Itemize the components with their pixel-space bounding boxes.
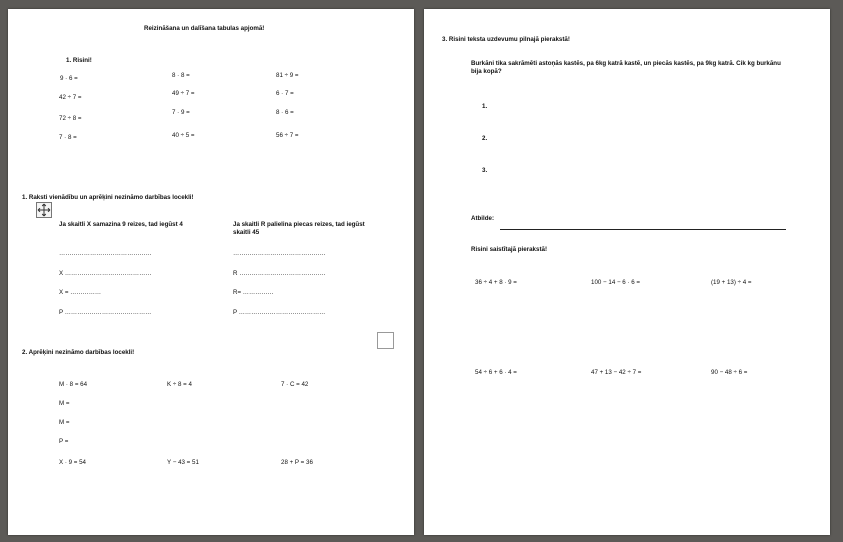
task2-right-prompt: Ja skaitli R palielina piecas reizes, tad iegūst skaitli 45	[233, 221, 365, 236]
equation: K ÷ 8 = 4	[167, 381, 192, 388]
expression: 100 − 14 − 6 · 6 =	[591, 279, 641, 286]
task1-heading: 1. Risini!	[66, 57, 92, 64]
expression: 54 ÷ 6 + 6 · 4 =	[475, 369, 517, 376]
task2-left-prompt: Ja skaitli X samazina 9 reizes, tad iegūst 4	[59, 221, 183, 228]
equation: 28 + P = 36	[281, 459, 313, 466]
exercise: 7 · 9 =	[172, 109, 190, 116]
exercise: 7 · 8 =	[59, 134, 77, 141]
equation: M · 8 = 64	[59, 381, 88, 388]
equation: X · 9 = 54	[59, 459, 87, 466]
worksheet-page-1	[8, 9, 414, 535]
expression: 36 ÷ 4 + 8 · 9 =	[475, 279, 517, 286]
exercise: 8 · 8 =	[172, 72, 190, 79]
answer-line: R ……………………………………	[233, 270, 326, 277]
exercise: 42 ÷ 7 =	[59, 94, 82, 101]
exercise: 72 ÷ 8 =	[59, 115, 82, 122]
exercise: 40 ÷ 5 =	[172, 132, 195, 139]
expression: (19 + 13) ÷ 4 =	[711, 279, 752, 286]
answer-line: ………………………………………	[233, 250, 326, 257]
task5-heading: Risini saistītajā pierakstā!	[471, 246, 548, 253]
answer-line: P ……………………………………	[233, 309, 326, 316]
worksheet-page-2	[424, 9, 830, 535]
answer-line: X ……………………………………	[59, 270, 152, 277]
move-handle-icon[interactable]	[36, 202, 52, 218]
task4-heading: 3. Risini teksta uzdevumu pilnajā pierakstā!	[442, 36, 570, 43]
answer-line: M =	[59, 419, 70, 426]
checkbox[interactable]	[377, 332, 394, 349]
solution-step: 3.	[482, 167, 488, 174]
answer-line: P ……………………………………	[59, 309, 152, 316]
answer-line: R= ……………	[233, 289, 274, 296]
task2-heading: 1. Raksti vienādību un aprēķini nezināmo darbības locekli!	[22, 194, 194, 201]
solution-step: 1.	[482, 103, 488, 110]
answer-line	[500, 229, 786, 230]
exercise: 56 ÷ 7 =	[276, 132, 299, 139]
exercise: 49 ÷ 7 =	[172, 90, 195, 97]
expression: 47 + 13 − 42 ÷ 7 =	[591, 369, 642, 376]
task3-heading: 2. Aprēķini nezināmo darbības locekli!	[22, 349, 135, 356]
equation: Y − 43 = 51	[167, 459, 199, 466]
answer-label: Atbilde:	[471, 215, 495, 222]
exercise: 6 · 7 =	[276, 90, 294, 97]
equation: 7 · C = 42	[281, 381, 309, 388]
answer-line: P =	[59, 438, 69, 445]
expression: 90 − 48 ÷ 6 =	[711, 369, 748, 376]
exercise: 81 ÷ 9 =	[276, 72, 299, 79]
answer-line: M =	[59, 400, 70, 407]
exercise: 8 · 6 =	[276, 109, 294, 116]
answer-line: X = ……………	[59, 289, 102, 296]
page-title: Reizināšana un dalīšana tabulas apjomā!	[144, 25, 265, 32]
answer-line: ………………………………………	[59, 250, 152, 257]
solution-step: 2.	[482, 135, 488, 142]
word-problem: Burkāni tika sakrāmēti astoņās kastēs, pa 6kg katrā kastē, un piecās kastēs, pa 9kg katrā. Cik kg burkānu bija kopā?	[471, 60, 781, 75]
exercise: 9 · 6 =	[60, 75, 78, 82]
